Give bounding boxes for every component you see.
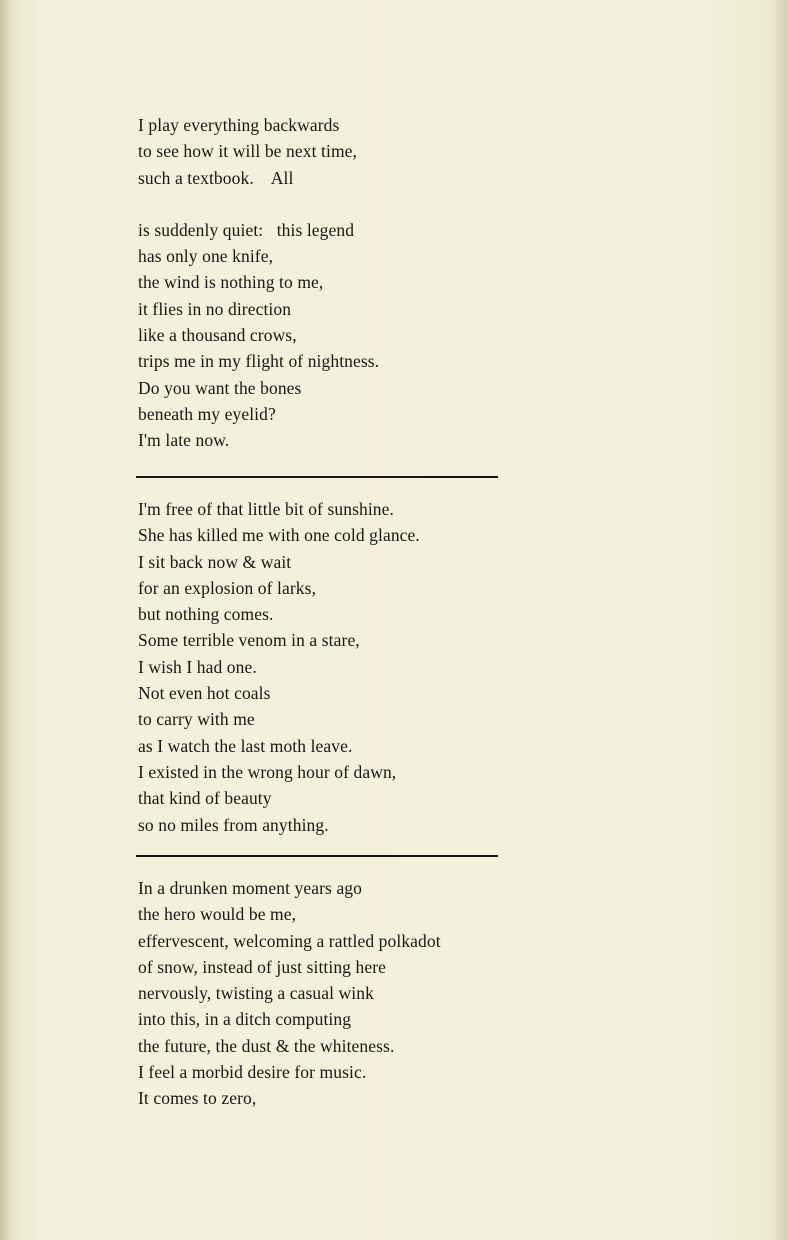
poem-line: like a thousand crows, (138, 325, 297, 346)
section-divider (136, 855, 498, 857)
poem-line: I'm late now. (138, 430, 230, 451)
poem-line: I sit back now & wait (138, 551, 292, 572)
poem-line: Not even hot coals (138, 683, 271, 704)
poem-line: the future, the dust & the whiteness. (138, 1035, 395, 1056)
poem-line: it flies in no direction (138, 298, 292, 319)
poem-line: I play everything backwards (138, 115, 340, 135)
page-edge (774, 0, 788, 1240)
poem-line: to see how it will be next time, (138, 141, 357, 162)
poem-line: Some terrible venom in a stare, (138, 630, 360, 651)
poem-section-2 (138, 496, 578, 838)
poem-line: the wind is nothing to me, (138, 272, 324, 293)
section-divider (136, 476, 498, 478)
poem-section-3 (138, 875, 578, 1112)
poem-line: In a drunken moment years ago (138, 878, 363, 898)
poem-line: to carry with me (138, 709, 255, 730)
stanza-gap (138, 191, 578, 217)
poem-line: Do you want the bones (138, 377, 302, 398)
poem-line: into this, in a ditch computing (138, 1009, 352, 1030)
poem-line: so no miles from anything. (138, 814, 329, 835)
poem-line: She has killed me with one cold glance. (138, 525, 420, 546)
poem-line: effervescent, welcoming a rattled polkadot (138, 930, 441, 951)
poem-section-1 (138, 112, 578, 454)
gutter-shadow (0, 0, 10, 1240)
poem-line: nervously, twisting a casual wink (138, 983, 374, 1004)
poem-line: but nothing comes. (138, 604, 274, 625)
poem-line: the hero would be me, (138, 904, 297, 925)
poem-line: I'm free of that little bit of sunshine. (138, 499, 394, 519)
poem-line: I feel a morbid desire for music. (138, 1062, 367, 1083)
poem-line: It comes to zero, (138, 1088, 257, 1109)
poem-line: I wish I had one. (138, 656, 257, 677)
poem-line: has only one knife, (138, 246, 274, 267)
poem-line: for an explosion of larks, (138, 577, 317, 598)
poem-line: is suddenly quiet: this legend (138, 219, 355, 240)
poem-line: of snow, instead of just sitting here (138, 956, 387, 977)
poem-line: trips me in my flight of nightness. (138, 351, 380, 372)
poem-line: such a textbook. All (138, 167, 294, 188)
poem-line: beneath my eyelid? (138, 403, 276, 424)
poem-line: I existed in the wrong hour of dawn, (138, 761, 397, 782)
poem-line: as I watch the last moth leave. (138, 735, 353, 756)
poem-line: that kind of beauty (138, 788, 272, 809)
